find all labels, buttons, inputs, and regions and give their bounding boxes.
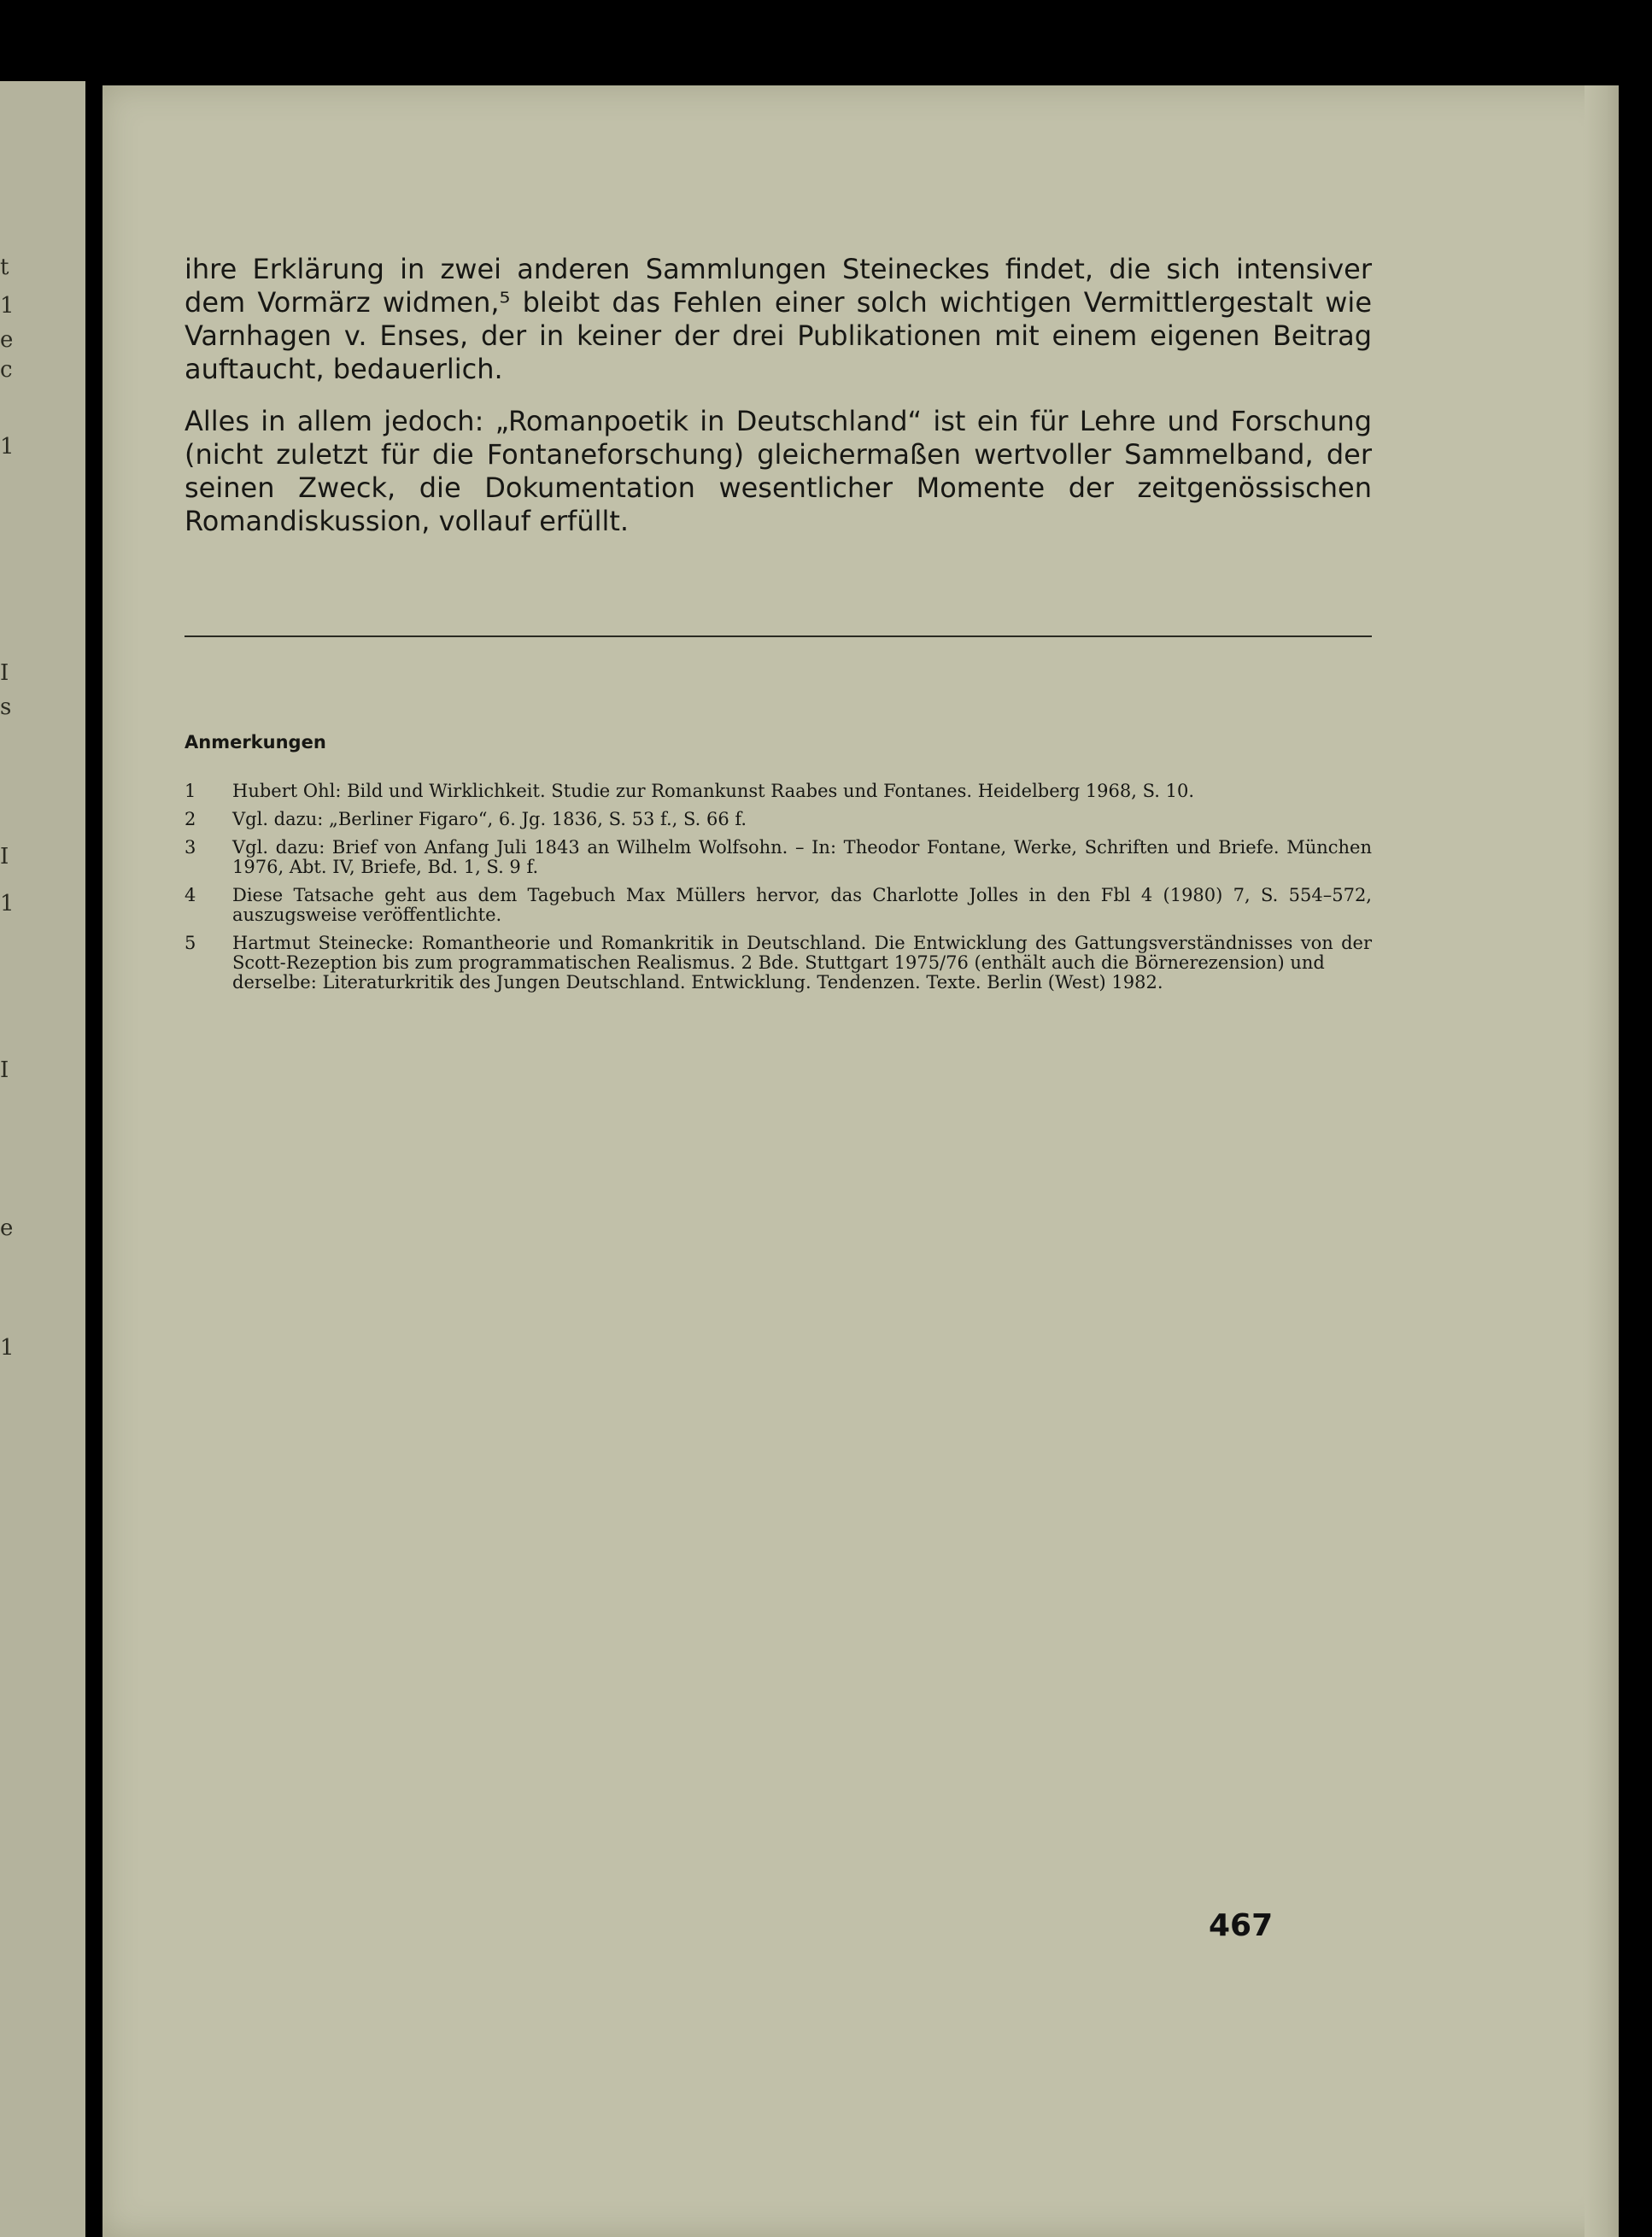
note-number: 1 [185, 781, 196, 801]
left-page-fragment: e [0, 327, 14, 353]
left-page-fragment: t [0, 255, 9, 280]
left-page-fragment: 1 [0, 1335, 15, 1361]
body-paragraph-1: ihre Erklärung in zwei anderen Sammlungen Steineckes findet, die sich intensiver dem Vormärz widmen,⁵ bleibt das Fehlen einer solch wichtigen Vermittlergestalt wie Varnhagen v. Enses, der in keiner der drei Publikationen mit einem eigenen Beitrag auftaucht, bedauerlich. [185, 253, 1372, 385]
note-item [185, 810, 1372, 829]
note-item [185, 934, 1372, 993]
notes-heading: Anmerkungen [185, 732, 326, 752]
left-page-fragment: I [0, 660, 9, 686]
left-page-fragment: 1 [0, 434, 15, 460]
book-page [103, 85, 1619, 2237]
note-text: Diese Tatsache geht aus dem Tagebuch Max Müllers hervor, das Charlotte Jolles in den Fbl 4 (1980) 7, S. 554–572, auszugsweise veröffentlichte. [232, 885, 1372, 925]
note-text: Vgl. dazu: „Berliner Figaro“, 6. Jg. 1836, S. 53 f., S. 66 f. [232, 809, 747, 829]
note-text: Hubert Ohl: Bild und Wirklichkeit. Studie zur Romankunst Raabes und Fontanes. Heidelberg 1968, S. 10. [232, 781, 1194, 801]
left-page-fragment: e [0, 1215, 14, 1241]
left-page-fragment: 1 [0, 293, 15, 319]
note-item [185, 782, 1372, 801]
left-page-fragment: s [0, 694, 12, 720]
left-page-fragment: c [0, 357, 13, 383]
note-number: 4 [185, 885, 196, 905]
left-page-fragment: I [0, 844, 9, 870]
note-number: 5 [185, 933, 196, 953]
note-text: Vgl. dazu: Brief von Anfang Juli 1843 an Wilhelm Wolfsohn. – In: Theodor Fontane, Werke, Schriften und Briefe. München 1976, Abt. IV, Briefe, Bd. 1, S. 9 f. [232, 837, 1372, 877]
note-text: Hartmut Steinecke: Romantheorie und Romankritik in Deutschland. Die Entwicklung des Gattungsverständnisses von der Scott-Rezeption bis zum programmatischen Realismus. 2 Bde. Stuttgart 1975/76 (enthält auch die Börnerezension) und derselbe: Literaturkritik des Jungen Deutschland. Entwicklung. Tendenzen. Texte. Berlin (West) 1982. [232, 933, 1372, 993]
notes-list [185, 782, 1372, 1001]
note-number: 3 [185, 837, 196, 858]
page-edge [1585, 85, 1619, 2237]
left-page-fragment: 1 [0, 891, 15, 916]
body-paragraph-2: Alles in allem jedoch: „Romanpoetik in Deutschland“ ist ein für Lehre und Forschung (nicht zuletzt für die Fontaneforschung) gleichermaßen wertvoller Sammelband, der seinen Zweck, die Dokumentation wesentlicher Momente der zeitgenössischen Romandiskussion, vollauf erfüllt. [185, 405, 1372, 537]
page-number: 467 [1209, 1908, 1274, 1943]
note-number: 2 [185, 809, 196, 829]
note-item [185, 838, 1372, 877]
adjacent-page-strip [0, 81, 85, 2237]
footnote-separator [185, 635, 1372, 637]
left-page-fragment: I [0, 1057, 9, 1083]
note-item [185, 886, 1372, 925]
